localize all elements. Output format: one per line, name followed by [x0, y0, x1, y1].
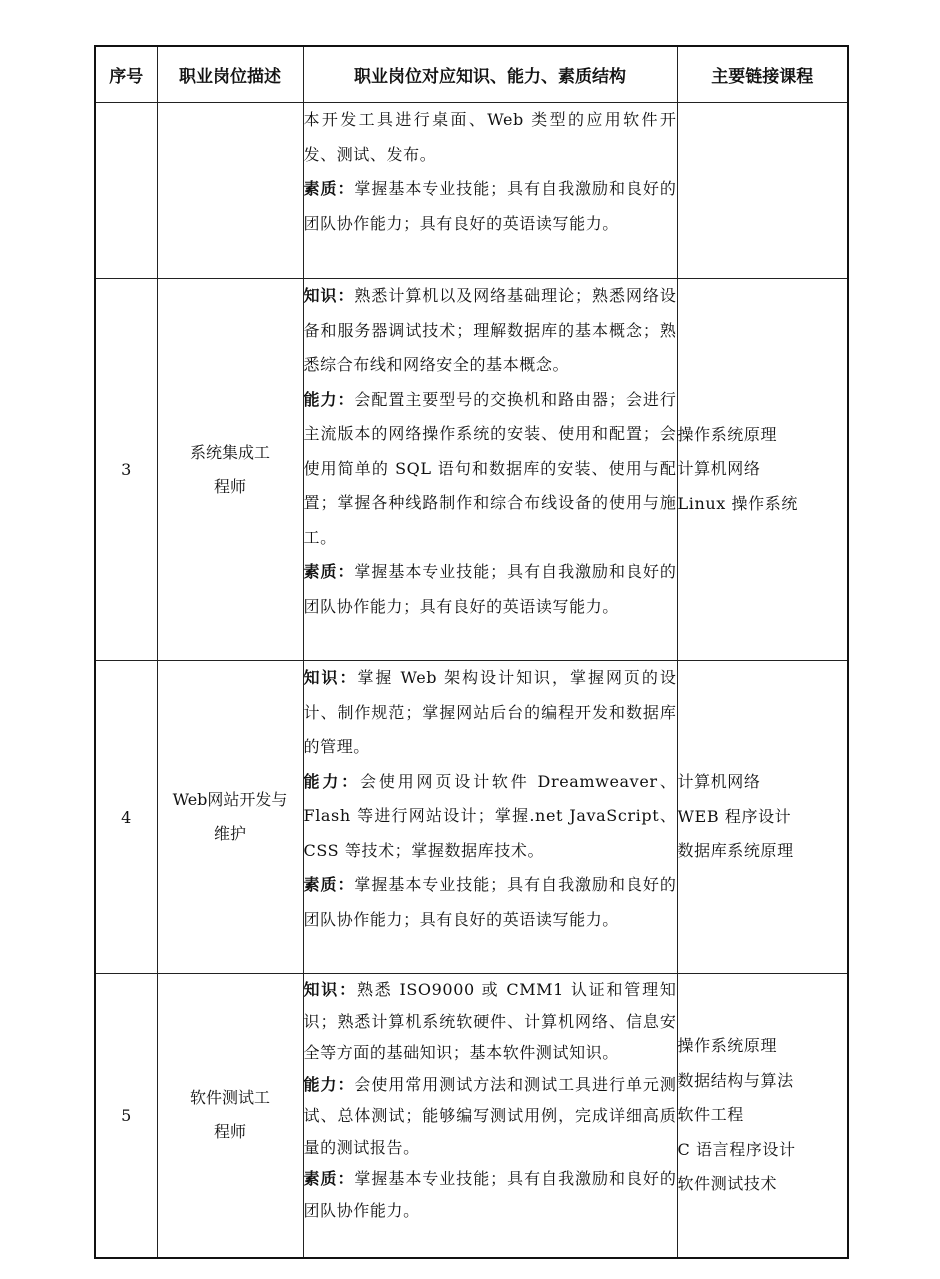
row-number — [95, 103, 157, 279]
table-row — [95, 974, 848, 1258]
course-item: 计算机网络 — [677, 772, 761, 792]
detail-paragraph: 素质：掌握基本专业技能；具有自我激励和良好的团队协作能力；具有良好的英语读写能力。 — [303, 179, 677, 233]
detail-paragraph: 素质：掌握基本专业技能；具有自我激励和良好的团队协作能力；具有良好的英语读写能力。 — [303, 562, 677, 616]
row-position: 软件测试工程师 — [157, 974, 303, 1258]
row-courses — [677, 279, 848, 661]
row-position — [157, 103, 303, 279]
course-item: WEB 程序设计 — [677, 806, 792, 826]
row-number: 5 — [95, 974, 157, 1258]
table-row — [95, 279, 848, 661]
row-courses — [677, 103, 848, 279]
header-num: 序号 — [95, 46, 157, 103]
row-position: Web网站开发与维护 — [157, 661, 303, 974]
course-item: 数据结构与算法 — [677, 1070, 794, 1090]
row-courses — [677, 661, 848, 974]
row-detail — [303, 103, 677, 279]
detail-paragraph: 能力：会使用常用测试方法和测试工具进行单元测试、总体测试；能够编写测试用例，完成详细高质量的测试报告。 — [303, 1074, 677, 1157]
detail-paragraph: 能力：会配置主要型号的交换机和路由器；会进行主流版本的网络操作系统的安装、使用和配置；会使用简单的 SQL 语句和数据库的安装、使用与配置；掌握各种线路制作和综合布线设备的使用与施工。 — [303, 389, 677, 547]
header-structure: 职业岗位对应知识、能力、素质结构 — [303, 46, 677, 103]
table-row — [95, 661, 848, 974]
course-item: 操作系统原理 — [677, 424, 778, 444]
header-position: 职业岗位描述 — [157, 46, 303, 103]
course-item: 数据库系统原理 — [677, 841, 794, 861]
header-courses: 主要链接课程 — [677, 46, 848, 103]
row-detail — [303, 279, 677, 661]
table-row — [95, 103, 848, 279]
row-number: 3 — [95, 279, 157, 661]
row-position: 系统集成工程师 — [157, 279, 303, 661]
course-item: Linux 操作系统 — [677, 493, 798, 513]
row-detail — [303, 974, 677, 1258]
course-item: 软件工程 — [677, 1105, 744, 1124]
detail-paragraph: 素质：掌握基本专业技能；具有自我激励和良好的团队协作能力；具有良好的英语读写能力。 — [303, 875, 677, 929]
career-table — [94, 45, 849, 1259]
row-number: 4 — [95, 661, 157, 974]
detail-paragraph: 知识：熟悉 ISO9000 或 CMM1 认证和管理知识；熟悉计算机系统软硬件、计算机网络、信息安全等方面的基础知识；基本软件测试知识。 — [303, 980, 677, 1062]
detail-paragraph: 素质：掌握基本专业技能；具有自我激励和良好的团队协作能力。 — [303, 1169, 677, 1220]
detail-paragraph: 能力：会使用网页设计软件 Dreamweaver、Flash 等进行网站设计；掌握.net JavaScript、CSS 等技术；掌握数据库技术。 — [303, 771, 677, 860]
row-detail — [303, 661, 677, 974]
course-item: 软件测试技术 — [677, 1174, 778, 1193]
course-item: C 语言程序设计 — [677, 1139, 796, 1159]
detail-paragraph: 本开发工具进行桌面、Web 类型的应用软件开发、测试、发布。 — [303, 110, 677, 164]
header-row — [95, 46, 848, 103]
course-item: 计算机网络 — [677, 459, 761, 479]
course-item: 操作系统原理 — [677, 1036, 778, 1055]
detail-paragraph: 知识：掌握 Web 架构设计知识，掌握网页的设计、制作规范；掌握网站后台的编程开发和数据库的管理。 — [303, 668, 677, 756]
detail-paragraph: 知识：熟悉计算机以及网络基础理论；熟悉网络设备和服务器调试技术；理解数据库的基本概念；熟悉综合布线和网络安全的基本概念。 — [303, 286, 677, 374]
row-courses — [677, 974, 848, 1258]
